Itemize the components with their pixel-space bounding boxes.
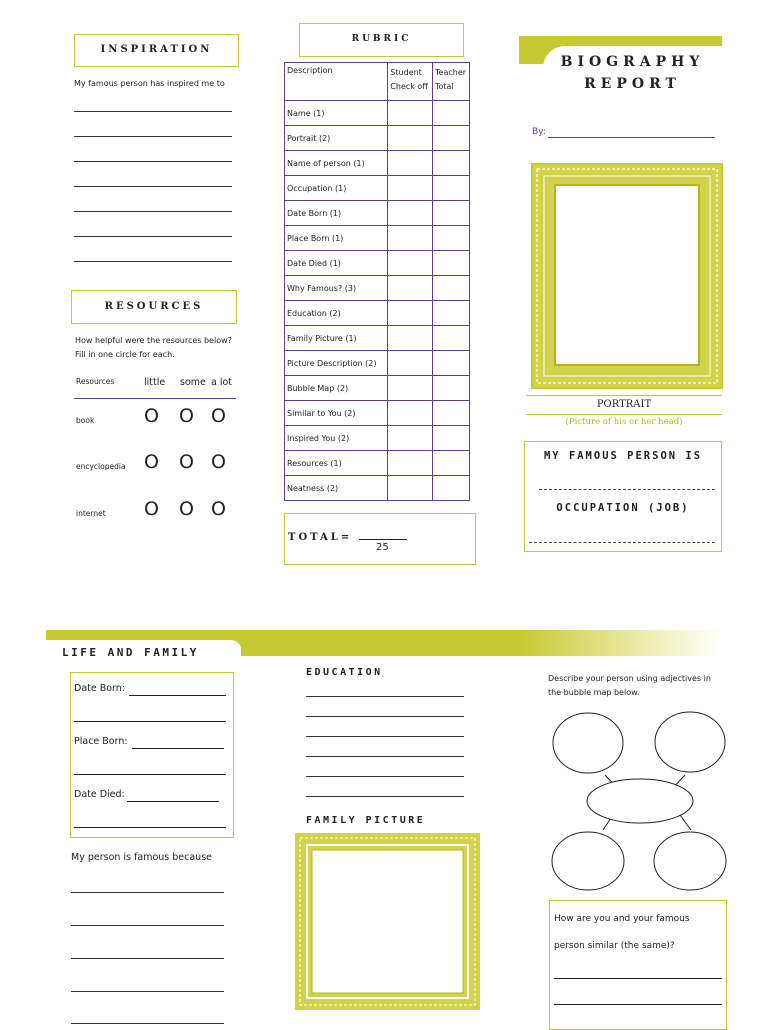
student-check-cell[interactable] bbox=[388, 126, 433, 151]
rubric-item: Inspired You (2) bbox=[285, 426, 388, 451]
famous-person-box bbox=[524, 441, 722, 552]
teacher-total-cell[interactable] bbox=[433, 401, 470, 426]
rubric-row bbox=[285, 351, 470, 376]
family-picture-frame[interactable] bbox=[295, 833, 480, 1010]
bubble-bottom-right[interactable] bbox=[654, 832, 726, 890]
resources-col-little: little bbox=[144, 377, 166, 388]
date-born-label: Date Born: bbox=[74, 683, 126, 694]
rubric-row bbox=[285, 151, 470, 176]
bubble-top-right[interactable] bbox=[655, 712, 725, 772]
teacher-total-cell[interactable] bbox=[433, 376, 470, 401]
date-born-line[interactable] bbox=[129, 695, 226, 696]
inspiration-header-box bbox=[74, 34, 239, 67]
rating-circle-some[interactable]: O bbox=[179, 405, 194, 427]
bubble-center[interactable] bbox=[587, 779, 693, 823]
rubric-item: Bubble Map (2) bbox=[285, 376, 388, 401]
rubric-row bbox=[285, 251, 470, 276]
portrait-label: PORTRAIT bbox=[596, 399, 652, 410]
rubric-title: RUBRIC bbox=[351, 34, 412, 44]
similar-question-2: person similar (the same)? bbox=[554, 941, 675, 951]
student-check-cell[interactable] bbox=[388, 376, 433, 401]
rubric-row bbox=[285, 376, 470, 401]
rubric-item: Family Picture (1) bbox=[285, 326, 388, 351]
resources-col-some: some bbox=[180, 377, 206, 388]
rubric-row bbox=[285, 426, 470, 451]
famous-person-label: MY FAMOUS PERSON IS bbox=[543, 450, 703, 462]
student-check-cell[interactable] bbox=[388, 476, 433, 501]
rubric-item: Occupation (1) bbox=[285, 176, 388, 201]
resources-col-alot: a lot bbox=[211, 377, 233, 388]
rating-circle-alot[interactable]: O bbox=[211, 405, 226, 427]
teacher-total-cell[interactable] bbox=[433, 226, 470, 251]
report-title-line2: REPORT bbox=[584, 76, 681, 92]
famous-because-label: My person is famous because bbox=[71, 852, 212, 863]
student-check-cell[interactable] bbox=[388, 401, 433, 426]
occupation-label: OCCUPATION (JOB) bbox=[556, 502, 690, 514]
resources-divider bbox=[74, 398, 236, 399]
portrait-rule-bottom bbox=[526, 414, 722, 415]
teacher-total-cell[interactable] bbox=[433, 101, 470, 126]
student-check-cell[interactable] bbox=[388, 451, 433, 476]
rubric-item: Name of person (1) bbox=[285, 151, 388, 176]
rubric-col-teacher: Teacher Total bbox=[433, 63, 470, 101]
similar-line[interactable] bbox=[554, 1004, 722, 1005]
teacher-total-cell[interactable] bbox=[433, 301, 470, 326]
date-born-line-2[interactable] bbox=[74, 721, 226, 722]
rubric-row bbox=[285, 101, 470, 126]
teacher-total-cell[interactable] bbox=[433, 176, 470, 201]
rubric-row bbox=[285, 401, 470, 426]
rating-circle-some[interactable]: O bbox=[179, 498, 194, 520]
rubric-item: Date Born (1) bbox=[285, 201, 388, 226]
teacher-total-cell[interactable] bbox=[433, 276, 470, 301]
by-label: By: bbox=[532, 127, 546, 137]
student-check-cell[interactable] bbox=[388, 151, 433, 176]
total-box bbox=[284, 513, 476, 565]
rating-circle-little[interactable]: O bbox=[144, 451, 159, 473]
date-died-label: Date Died: bbox=[74, 789, 125, 800]
bubble-instructions: Describe your person using adjectives in the bubble map below. bbox=[548, 674, 711, 697]
rubric-col-student: Student Check off bbox=[388, 63, 433, 101]
resources-col-header: Resources bbox=[76, 377, 115, 386]
similar-box bbox=[549, 900, 727, 1030]
teacher-total-cell[interactable] bbox=[433, 426, 470, 451]
life-details-box bbox=[70, 672, 234, 838]
rubric-row bbox=[285, 301, 470, 326]
teacher-total-cell[interactable] bbox=[433, 126, 470, 151]
rubric-item: Name (1) bbox=[285, 101, 388, 126]
rating-circle-little[interactable]: O bbox=[144, 405, 159, 427]
student-check-cell[interactable] bbox=[388, 251, 433, 276]
rating-circle-little[interactable]: O bbox=[144, 498, 159, 520]
teacher-total-cell[interactable] bbox=[433, 151, 470, 176]
family-picture-title: FAMILY PICTURE bbox=[306, 815, 426, 826]
resource-row-label: book bbox=[76, 416, 95, 425]
teacher-total-cell[interactable] bbox=[433, 351, 470, 376]
life-family-title: LIFE AND FAMILY bbox=[62, 646, 199, 659]
teacher-total-cell[interactable] bbox=[433, 476, 470, 501]
rubric-item: Education (2) bbox=[285, 301, 388, 326]
inspiration-title: INSPIRATION bbox=[100, 44, 213, 55]
rubric-row bbox=[285, 476, 470, 501]
date-died-line[interactable] bbox=[127, 801, 219, 802]
rating-circle-alot[interactable]: O bbox=[211, 451, 226, 473]
rubric-row bbox=[285, 226, 470, 251]
student-check-cell[interactable] bbox=[388, 301, 433, 326]
rubric-item: Portrait (2) bbox=[285, 126, 388, 151]
student-check-cell[interactable] bbox=[388, 201, 433, 226]
student-check-cell[interactable] bbox=[388, 326, 433, 351]
inspiration-prompt: My famous person has inspired me to bbox=[74, 79, 225, 88]
similar-line[interactable] bbox=[554, 978, 722, 979]
report-title-line1: BIOGRAPHY bbox=[560, 54, 705, 70]
bubble-top-left[interactable] bbox=[553, 713, 623, 773]
rubric-table bbox=[284, 62, 470, 501]
rubric-row bbox=[285, 176, 470, 201]
teacher-total-cell[interactable] bbox=[433, 451, 470, 476]
rubric-item: Why Famous? (3) bbox=[285, 276, 388, 301]
rating-circle-some[interactable]: O bbox=[179, 451, 194, 473]
teacher-total-cell[interactable] bbox=[433, 201, 470, 226]
place-born-line-2[interactable] bbox=[74, 774, 226, 775]
rubric-item: Similar to You (2) bbox=[285, 401, 388, 426]
rubric-header-row bbox=[285, 63, 470, 101]
teacher-total-cell[interactable] bbox=[433, 251, 470, 276]
total-score-line[interactable] bbox=[359, 539, 407, 540]
rubric-row bbox=[285, 451, 470, 476]
portrait-caption: (Picture of his or her head) bbox=[565, 417, 683, 427]
bubble-bottom-left[interactable] bbox=[552, 832, 624, 890]
occupation-line[interactable] bbox=[529, 542, 715, 543]
portrait-rule bbox=[526, 395, 722, 396]
rubric-col-description: Description bbox=[285, 63, 388, 101]
place-born-line[interactable] bbox=[132, 748, 224, 749]
student-check-cell[interactable] bbox=[388, 226, 433, 251]
rubric-item: Picture Description (2) bbox=[285, 351, 388, 376]
resource-row-label: encyclopedia bbox=[76, 462, 126, 471]
student-check-cell[interactable] bbox=[388, 176, 433, 201]
resources-header-box bbox=[71, 290, 237, 324]
rubric-row bbox=[285, 326, 470, 351]
similar-question-1: How are you and your famous bbox=[554, 914, 690, 924]
rubric-item: Place Born (1) bbox=[285, 226, 388, 251]
total-label: TOTAL= bbox=[288, 532, 353, 543]
resources-instructions: How helpful were the resources below? Fill in one circle for each. bbox=[75, 336, 232, 359]
date-died-line-2[interactable] bbox=[74, 827, 226, 828]
rubric-item: Date Died (1) bbox=[285, 251, 388, 276]
by-name-line[interactable] bbox=[548, 137, 715, 138]
resources-title: RESOURCES bbox=[104, 301, 204, 312]
rubric-item: Resources (1) bbox=[285, 451, 388, 476]
rubric-row bbox=[285, 276, 470, 301]
place-born-label: Place Born: bbox=[74, 736, 128, 747]
rating-circle-alot[interactable]: O bbox=[211, 498, 226, 520]
student-check-cell[interactable] bbox=[388, 101, 433, 126]
total-denominator: 25 bbox=[376, 542, 389, 553]
rubric-row bbox=[285, 201, 470, 226]
student-check-cell[interactable] bbox=[388, 426, 433, 451]
student-check-cell[interactable] bbox=[388, 276, 433, 301]
student-check-cell[interactable] bbox=[388, 351, 433, 376]
bubble-map bbox=[545, 705, 730, 893]
rubric-item: Neatness (2) bbox=[285, 476, 388, 501]
rubric-header-box bbox=[299, 23, 464, 57]
teacher-total-cell[interactable] bbox=[433, 326, 470, 351]
education-title: EDUCATION bbox=[306, 667, 383, 678]
resource-row-label: internet bbox=[76, 509, 106, 518]
rubric-row bbox=[285, 126, 470, 151]
famous-person-line[interactable] bbox=[539, 489, 715, 490]
portrait-frame[interactable] bbox=[531, 163, 723, 389]
